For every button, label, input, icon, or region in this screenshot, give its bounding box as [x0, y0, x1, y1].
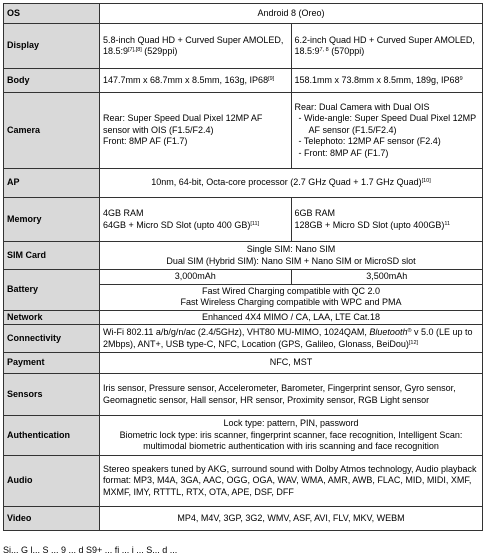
body-left-ref: [9]: [268, 75, 275, 82]
memory-right-ref: 11: [444, 220, 451, 227]
row-os: [4, 4, 483, 24]
row-authentication: [4, 416, 483, 456]
sensors-value: Iris sensor, Pressure sensor, Accelerometer, Barometer, Fingerprint sensor, Gyro sensor, Geomagnetic sensor, Hall sensor, HR sensor, Proximity sensor, RGB Light sensor: [100, 374, 483, 416]
body-left: [100, 69, 292, 93]
row-label-payment: Payment: [4, 353, 100, 374]
camera-left-rear: Rear: Super Speed Dual Pixel 12MP AF sensor with OIS (F1.5/F2.4): [103, 113, 263, 135]
network-value: Enhanced 4X4 MIMO / CA, LAA, LTE Cat.18: [100, 310, 483, 325]
row-battery-capacity: [4, 270, 483, 285]
audio-value: Stereo speakers tuned by AKG, surround sound with Dolby Atmos technology, Audio playback format: MP3, M4A, 3GA, AAC, OGG, OGA, WAV, WMA, AMR, AWB, FLAC, MID, MIDI, XMF, MXMF, IMY, RTTTL, RTX, OTA, APE, DSF, DFF: [100, 456, 483, 507]
ap-value: [100, 169, 483, 198]
memory-right-storage-text: 128GB + Micro SD Slot (upto 400GB): [294, 219, 445, 230]
row-label-os: OS: [4, 4, 100, 24]
auth-biometric: Biometric lock type: iris scanner, fingerprint scanner, face recognition, Intelligent Scan: multimodal biometric authentication with iris scanning and face recognition: [119, 429, 463, 452]
battery-wired: Fast Wired Charging compatible with QC 2.0: [201, 285, 381, 296]
row-body: [4, 69, 483, 93]
row-label-memory: Memory: [4, 198, 100, 242]
connectivity-bluetooth: Bluetooth: [369, 327, 408, 337]
row-label-authentication: Authentication: [4, 416, 100, 456]
battery-right: 3,500mAh: [291, 270, 483, 285]
memory-right-ram: 6GB RAM: [294, 208, 336, 218]
camera-right: [291, 93, 483, 169]
auth-value: [100, 416, 483, 456]
row-label-ap: AP: [4, 169, 100, 198]
display-right: [291, 24, 483, 69]
camera-item-front: - Front: 8MP AF (F1.7): [309, 148, 480, 160]
display-left-ref: [7],[8]: [128, 47, 142, 53]
connectivity-ref: [12]: [408, 339, 419, 346]
row-video: [4, 507, 483, 531]
battery-wireless: Fast Wireless Charging compatible with WPC and PMA: [180, 297, 402, 307]
row-label-video: Video: [4, 507, 100, 531]
row-label-audio: Audio: [4, 456, 100, 507]
row-label-sim: SIM Card: [4, 242, 100, 270]
row-label-camera: Camera: [4, 93, 100, 169]
memory-right-storage: [295, 220, 480, 232]
row-payment: [4, 353, 483, 374]
camera-right-rear: Rear: Dual Camera with Dual OIS: [294, 101, 430, 112]
auth-lock-type: Lock type: pattern, PIN, password: [223, 418, 359, 429]
sim-value: [100, 242, 483, 270]
row-audio: [4, 456, 483, 507]
os-value: Android 8 (Oreo): [100, 4, 483, 24]
row-label-network: Network: [4, 310, 100, 325]
body-right: [291, 69, 483, 93]
memory-left-ram: 4GB RAM: [103, 208, 144, 218]
memory-left-storage: [103, 220, 288, 232]
table-caption: Si... G l... S ... 9 ... d S9+ ... fi ... i ... S... d ...: [3, 545, 178, 555]
display-right-ref: 7, 8: [319, 47, 329, 53]
row-ap: [4, 169, 483, 198]
sim-single: Single SIM: Nano SIM: [246, 244, 336, 254]
memory-left: [100, 198, 292, 242]
row-label-sensors: Sensors: [4, 374, 100, 416]
row-network: [4, 310, 483, 325]
payment-value: NFC, MST: [100, 353, 483, 374]
ap-ref: [10]: [421, 178, 431, 185]
row-sensors: [4, 374, 483, 416]
sim-dual: Dual SIM (Hybrid SIM): Nano SIM + Nano SIM or MicroSD slot: [166, 255, 416, 266]
row-label-connectivity: Connectivity: [4, 325, 100, 353]
connectivity-value: [100, 325, 483, 353]
connectivity-rest: v 5.0 (LE up to 2Mbps), ANT+, USB type-C, NFC, Location (GPS, Galileo, Glonass, BeiDou): [103, 327, 473, 349]
display-right-ppi: (570ppi): [328, 46, 365, 56]
body-right-text: 158.1mm x 73.8mm x 8.5mm, 189g, IP68: [294, 74, 460, 85]
camera-left: [100, 93, 292, 169]
memory-left-ref: [11]: [250, 220, 260, 227]
camera-right-list: [295, 113, 480, 159]
body-left-text: 147.7mm x 68.7mm x 8.5mm, 163g, IP68: [103, 74, 269, 85]
row-label-battery: Battery: [4, 270, 100, 311]
memory-left-storage-text: 64GB + Micro SD Slot (upto 400 GB): [103, 219, 251, 230]
display-left-text: 5.8-inch Quad HD + Curved Super AMOLED, 18.5:9: [103, 34, 284, 56]
spec-table: [3, 3, 483, 531]
row-connectivity: [4, 325, 483, 353]
camera-left-front: Front: 8MP AF (F1.7): [103, 136, 188, 147]
camera-item-tele: - Telephoto: 12MP AF sensor (F2.4): [309, 136, 480, 148]
display-right-text: 6.2-inch Quad HD + Curved Super AMOLED, 18.5:9: [294, 34, 475, 56]
connectivity-wifi: Wi-Fi 802.11 a/b/g/n/ac (2.4/5GHz), VHT80 MU-MIMO, 1024QAM,: [103, 327, 370, 337]
row-memory: [4, 198, 483, 242]
bluetooth-mark: ®: [407, 328, 412, 334]
battery-charging: [100, 284, 483, 310]
body-right-ref: 9: [459, 75, 463, 82]
row-sim: [4, 242, 483, 270]
display-left: [100, 24, 292, 69]
row-display: [4, 24, 483, 69]
row-camera: [4, 93, 483, 169]
memory-right: [291, 198, 483, 242]
ap-text: 10nm, 64-bit, Octa-core processor (2.7 GHz Quad + 1.7 GHz Quad): [151, 177, 422, 188]
battery-left: 3,000mAh: [100, 270, 292, 285]
display-left-ppi: (529ppi): [141, 46, 178, 56]
video-value: MP4, M4V, 3GP, 3G2, WMV, ASF, AVI, FLV, MKV, WEBM: [100, 507, 483, 531]
camera-item-wide: - Wide-angle: Super Speed Dual Pixel 12MP AF sensor (F1.5/F2.4): [309, 113, 480, 136]
row-label-body: Body: [4, 69, 100, 93]
row-label-display: Display: [4, 24, 100, 69]
